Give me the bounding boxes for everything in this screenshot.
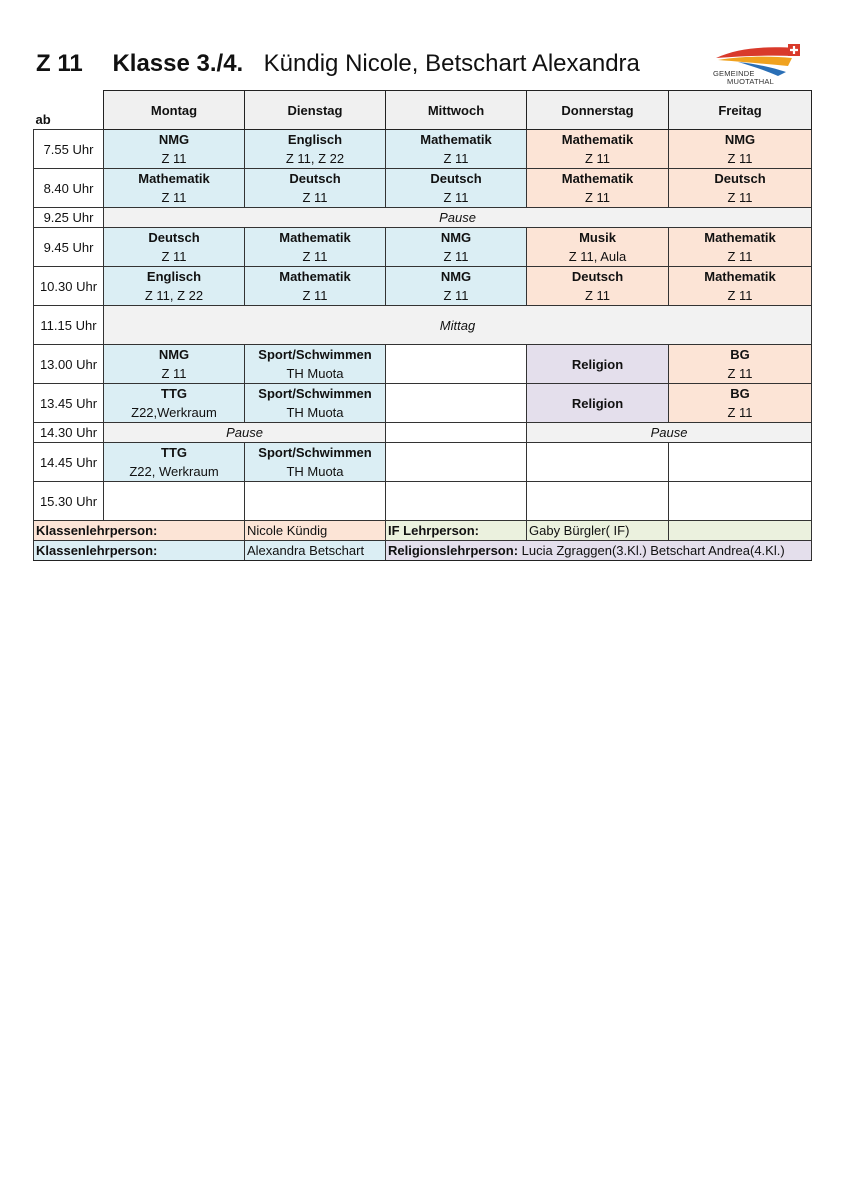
time-cell: 7.55 Uhr xyxy=(34,130,104,169)
lesson-subject: Sport/Schwimmen xyxy=(258,386,372,401)
lesson-subject: Religion xyxy=(571,356,624,372)
lesson-room: Z 11 xyxy=(161,366,187,381)
lesson-subject: NMG xyxy=(724,132,756,147)
lesson-room: Z 11 xyxy=(443,288,469,303)
header-row xyxy=(34,91,812,130)
time-cell: 8.40 Uhr xyxy=(34,169,104,208)
footer-row xyxy=(34,541,812,561)
religion-teacher-cell xyxy=(386,541,812,561)
lesson-cell xyxy=(669,228,812,267)
day-header: Donnerstag xyxy=(527,91,669,130)
lesson-room: Z 11 xyxy=(443,151,469,166)
lesson-cell xyxy=(104,267,245,306)
lesson-room: Z 11 xyxy=(161,249,187,264)
empty-cell xyxy=(386,384,527,423)
class-teacher-label: Klassenlehrperson: xyxy=(34,521,245,541)
time-cell: 13.00 Uhr xyxy=(34,345,104,384)
lesson-subject: NMG xyxy=(158,347,190,362)
lesson-subject: Deutsch xyxy=(430,171,482,186)
room-title: Z 11 xyxy=(36,50,83,77)
lesson-room: Z 11 xyxy=(727,288,753,303)
lesson-cell xyxy=(104,443,245,482)
lesson-cell xyxy=(245,345,386,384)
lesson-room: Z 11, Z 22 xyxy=(144,288,204,303)
lesson-cell xyxy=(386,130,527,169)
lesson-cell xyxy=(104,384,245,423)
logo-text xyxy=(713,70,774,86)
day-header: Dienstag xyxy=(245,91,386,130)
lesson-subject: TTG xyxy=(161,445,187,460)
table-row xyxy=(34,130,812,169)
lesson-cell xyxy=(386,169,527,208)
empty-cell xyxy=(386,443,527,482)
lesson-room: Z22,Werkraum xyxy=(131,405,217,420)
time-cell: 9.45 Uhr xyxy=(34,228,104,267)
lesson-cell xyxy=(527,267,669,306)
logo-line1: GEMEINDE xyxy=(713,69,755,78)
table-row xyxy=(34,169,812,208)
lesson-subject: Englisch xyxy=(146,269,202,284)
lesson-subject: Deutsch xyxy=(714,171,766,186)
lesson-subject: Deutsch xyxy=(148,230,200,245)
lesson-room: Z 11 xyxy=(584,190,611,205)
class-title: Klasse 3./4. xyxy=(112,50,244,77)
lesson-subject: Englisch xyxy=(287,132,343,147)
lesson-cell xyxy=(245,443,386,482)
lesson-room: Z 11 xyxy=(161,151,187,166)
lesson-subject: NMG xyxy=(440,269,472,284)
lesson-room: TH Muota xyxy=(286,464,344,479)
timetable xyxy=(33,90,812,561)
lesson-subject: Mathematik xyxy=(279,269,351,284)
day-header: Mittwoch xyxy=(386,91,527,130)
empty-cell xyxy=(386,345,527,384)
time-cell: 15.30 Uhr xyxy=(34,482,104,521)
pause-cell: Pause xyxy=(104,423,386,443)
lesson-subject: Mathematik xyxy=(138,171,210,186)
table-row xyxy=(34,443,812,482)
lesson-cell xyxy=(527,384,669,423)
lesson-cell xyxy=(669,130,812,169)
lesson-room: Z 11 xyxy=(727,249,753,264)
empty-cell xyxy=(669,521,812,541)
lesson-cell xyxy=(104,130,245,169)
lesson-cell xyxy=(245,130,386,169)
lesson-subject: Sport/Schwimmen xyxy=(258,347,372,362)
lesson-room: Z 11, Aula xyxy=(568,249,627,264)
lesson-cell xyxy=(527,345,669,384)
lesson-subject: Mathematik xyxy=(279,230,351,245)
lesson-subject: TTG xyxy=(161,386,187,401)
lesson-subject: Mathematik xyxy=(704,269,776,284)
table-row xyxy=(34,267,812,306)
table-row xyxy=(34,345,812,384)
lesson-cell xyxy=(104,169,245,208)
empty-cell xyxy=(669,482,812,521)
lesson-cell xyxy=(104,228,245,267)
class-teacher-value: Nicole Kündig xyxy=(245,521,386,541)
lesson-room: Z 11 xyxy=(443,249,469,264)
time-cell: 9.25 Uhr xyxy=(34,208,104,228)
lesson-room: Z 11 xyxy=(302,288,328,303)
lesson-subject: Deutsch xyxy=(571,269,624,284)
lesson-room: Z 11, Z 22 xyxy=(285,151,345,166)
lesson-subject: Mathematik xyxy=(561,171,634,186)
lesson-cell xyxy=(669,345,812,384)
pause-cell: Pause xyxy=(104,208,812,228)
day-header: Freitag xyxy=(669,91,812,130)
lesson-subject: BG xyxy=(730,386,750,401)
time-cell: 10.30 Uhr xyxy=(34,267,104,306)
lesson-room: Z 11 xyxy=(302,190,328,205)
day-header: Montag xyxy=(104,91,245,130)
empty-cell xyxy=(527,443,669,482)
lesson-room: TH Muota xyxy=(286,366,344,381)
table-row xyxy=(34,482,812,521)
time-cell: 14.30 Uhr xyxy=(34,423,104,443)
lesson-room: Z 11 xyxy=(727,405,753,420)
teachers-title: Kündig Nicole, Betschart Alexandra xyxy=(263,50,640,77)
logo-line2: MUOTATHAL xyxy=(727,77,774,86)
lesson-cell xyxy=(527,169,669,208)
lesson-subject: Religion xyxy=(571,395,624,411)
table-row xyxy=(34,306,812,345)
lesson-cell xyxy=(104,345,245,384)
page-title xyxy=(36,50,640,78)
time-cell: 13.45 Uhr xyxy=(34,384,104,423)
lesson-cell xyxy=(245,228,386,267)
lesson-subject: Musik xyxy=(579,230,616,245)
lesson-cell xyxy=(386,267,527,306)
time-cell: 14.45 Uhr xyxy=(34,443,104,482)
empty-cell xyxy=(245,482,386,521)
lesson-room: Z 11 xyxy=(302,249,328,264)
table-row xyxy=(34,384,812,423)
lesson-cell xyxy=(386,228,527,267)
class-teacher-value: Alexandra Betschart xyxy=(245,541,386,561)
lesson-room: Z 11 xyxy=(443,190,469,205)
lesson-subject: Deutsch xyxy=(289,171,341,186)
religion-teacher-value: Lucia Zgraggen(3.Kl.) Betschart Andrea(4.Kl.) xyxy=(518,543,785,558)
lesson-cell xyxy=(527,130,669,169)
lesson-subject: NMG xyxy=(440,230,472,245)
lesson-room: Z22, Werkraum xyxy=(129,464,219,479)
empty-cell xyxy=(669,443,812,482)
lesson-subject: Mathematik xyxy=(420,132,492,147)
footer-row xyxy=(34,521,812,541)
lesson-cell xyxy=(245,169,386,208)
lesson-cell xyxy=(669,267,812,306)
lesson-subject: Mathematik xyxy=(561,132,634,147)
class-teacher-label: Klassenlehrperson: xyxy=(34,541,245,561)
lesson-subject: Sport/Schwimmen xyxy=(258,445,372,460)
table-row xyxy=(34,228,812,267)
pause-cell: Pause xyxy=(527,423,812,443)
lesson-cell xyxy=(527,228,669,267)
lesson-room: Z 11 xyxy=(727,190,753,205)
ab-label: ab xyxy=(34,91,104,130)
empty-cell xyxy=(527,482,669,521)
lesson-subject: BG xyxy=(730,347,750,362)
table-row xyxy=(34,208,812,228)
time-cell: 11.15 Uhr xyxy=(34,306,104,345)
if-teacher-value: Gaby Bürgler( IF) xyxy=(527,521,669,541)
lesson-room: TH Muota xyxy=(286,405,344,420)
lesson-cell xyxy=(245,267,386,306)
lesson-cell xyxy=(245,384,386,423)
lesson-cell xyxy=(669,384,812,423)
lesson-room: Z 11 xyxy=(727,366,753,381)
lesson-room: Z 11 xyxy=(584,288,611,303)
lesson-subject: Mathematik xyxy=(704,230,776,245)
table-row xyxy=(34,423,812,443)
lesson-room: Z 11 xyxy=(161,190,187,205)
religion-teacher-label: Religionslehrperson: xyxy=(388,543,519,558)
lesson-subject: NMG xyxy=(158,132,190,147)
empty-cell xyxy=(386,423,527,443)
lesson-room: Z 11 xyxy=(584,151,611,166)
lesson-room: Z 11 xyxy=(727,151,753,166)
lunch-cell: Mittag xyxy=(104,306,812,345)
lesson-cell xyxy=(669,169,812,208)
empty-cell xyxy=(386,482,527,521)
if-teacher-label: IF Lehrperson: xyxy=(386,521,527,541)
empty-cell xyxy=(104,482,245,521)
